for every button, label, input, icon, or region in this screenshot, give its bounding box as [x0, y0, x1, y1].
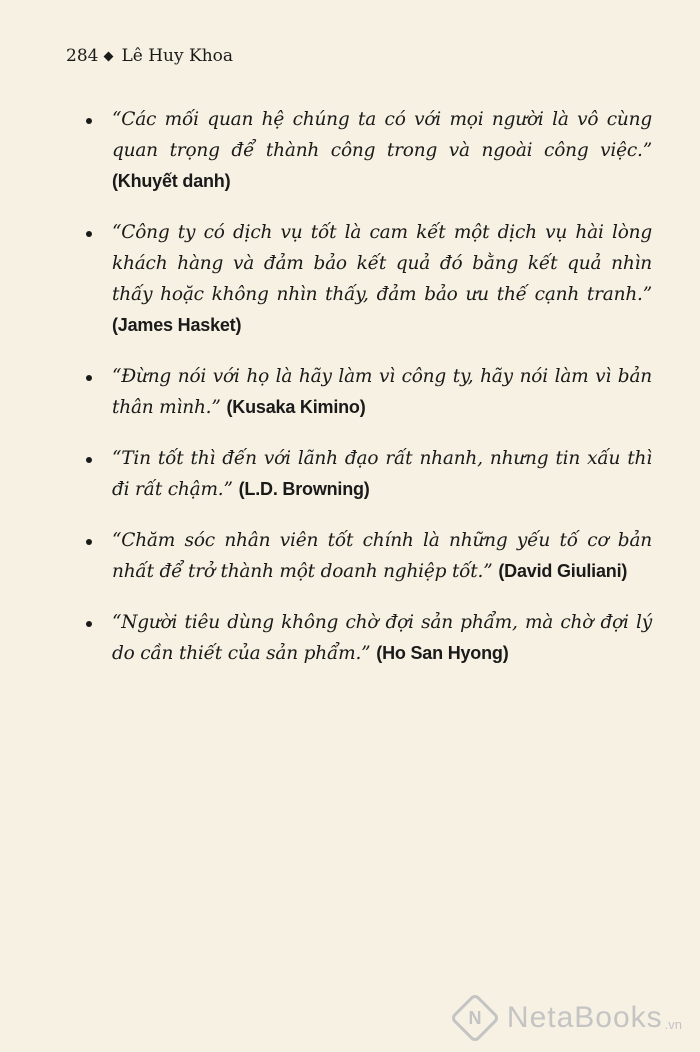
quote-author: (Khuyết danh)	[112, 171, 231, 191]
netabooks-watermark	[457, 1000, 682, 1036]
diamond-separator-icon	[104, 51, 114, 61]
quote-text: “Đừng nói với họ là hãy làm vì công ty, hãy nói làm vì bản thân mình.”	[112, 366, 652, 418]
quote-item	[82, 361, 652, 423]
quote-author: (Ho San Hyong)	[376, 643, 509, 663]
watermark-brand: NetaBooks	[506, 1001, 663, 1034]
quote-list	[82, 104, 652, 689]
quote-author: (L.D. Browning)	[238, 479, 370, 499]
page-number: 284	[66, 46, 99, 66]
quote-text: “Chăm sóc nhân viên tốt chính là những yếu tố cơ bản nhất để trở thành một doanh nghiệp tốt.”	[112, 530, 652, 582]
bullet-icon	[86, 118, 92, 124]
watermark-tld: .vn	[664, 1017, 682, 1032]
quote-item	[82, 443, 652, 505]
quote-text: “Công ty có dịch vụ tốt là cam kết một dịch vụ hài lòng khách hàng và đảm bảo kết quả đó bằng kết quả nhìn thấy hoặc không nhìn thấy, đảm bảo ưu thế cạnh tranh.”	[112, 222, 652, 305]
quote-item	[82, 525, 652, 587]
quote-text: “Các mối quan hệ chúng ta có với mọi người là vô cùng quan trọng để thành công trong và ngoài công việc.”	[112, 109, 652, 161]
bullet-icon	[86, 539, 92, 545]
quote-item	[82, 104, 652, 197]
quote-author: (James Hasket)	[112, 315, 242, 335]
header-author: Lê Huy Khoa	[121, 46, 234, 66]
bullet-icon	[86, 231, 92, 237]
running-header	[66, 46, 233, 66]
quote-author: (David Giuliani)	[498, 561, 628, 581]
bullet-icon	[86, 457, 92, 463]
quote-item	[82, 217, 652, 341]
quote-author: (Kusaka Kimino)	[226, 397, 366, 417]
quote-text: “Người tiêu dùng không chờ đợi sản phẩm, mà chờ đợi lý do cần thiết của sản phẩm.”	[112, 612, 652, 664]
bullet-icon	[86, 375, 92, 381]
quote-text: “Tin tốt thì đến với lãnh đạo rất nhanh, nhưng tin xấu thì đi rất chậm.”	[112, 448, 652, 500]
netabooks-logo-icon: N	[449, 993, 500, 1044]
quote-item	[82, 607, 652, 669]
bullet-icon	[86, 621, 92, 627]
